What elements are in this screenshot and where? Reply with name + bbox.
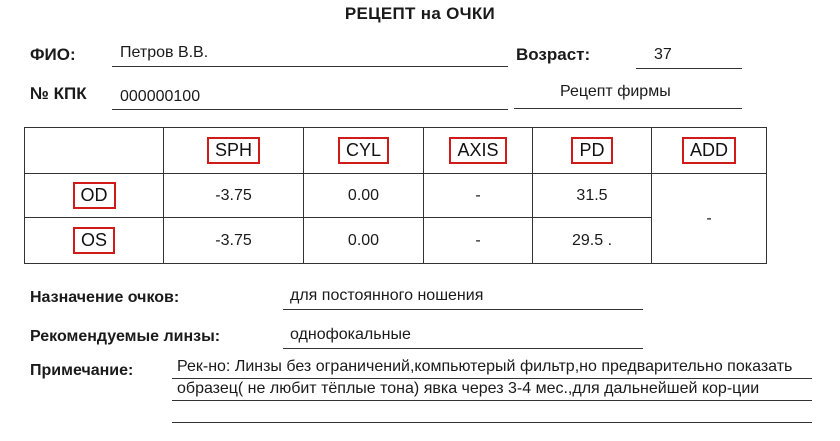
os-axis: - [424, 218, 533, 264]
add-header-box: ADD [682, 137, 736, 164]
lenses-label: Рекомендуемые линзы: [30, 328, 221, 345]
od-pd: 31.5 [533, 174, 652, 218]
os-pd: 29.5 . [533, 218, 652, 264]
note-label: Примечание: [30, 362, 134, 379]
note-text: Рек-но: Линзы без ограничений,компьютерый фильтр,но предварительно показать образец( не любит тёплые тона) явка через 3-4 мес.,для дальнейшей кор-ции [177, 358, 793, 397]
note-underline-2 [172, 400, 812, 401]
table-header-row [25, 128, 767, 174]
purpose-label: Назначение очков: [30, 289, 180, 306]
od-axis: - [424, 174, 533, 218]
age-label: Возраст: [516, 45, 591, 64]
header-empty-cell [25, 128, 164, 174]
header-cyl [304, 128, 424, 174]
note-underline-1 [172, 378, 812, 379]
eye-cell-od [25, 174, 164, 218]
lenses-underline [283, 348, 643, 349]
pd-header-box: PD [571, 137, 612, 164]
header-axis [424, 128, 533, 174]
purpose-value: для постоянного ношения [290, 287, 484, 304]
document-title: РЕЦЕПТ на ОЧКИ [344, 4, 496, 23]
header-sph [164, 128, 304, 174]
kpk-underline [112, 109, 508, 110]
od-cyl: 0.00 [304, 174, 424, 218]
lenses-value: однофокальные [290, 326, 411, 343]
header-add [652, 128, 767, 174]
fio-value: Петров В.В. [120, 44, 209, 61]
add-value-cell: - [652, 174, 767, 264]
cyl-header-box: CYL [338, 137, 389, 164]
fio-label: ФИО: [30, 45, 76, 64]
kpk-value: 000000100 [120, 88, 201, 105]
age-underline [636, 68, 742, 69]
table-row-od [25, 174, 767, 218]
recipe-type: Рецепт фирмы [560, 83, 671, 100]
prescription-table [24, 127, 767, 264]
os-cyl: 0.00 [304, 218, 424, 264]
purpose-underline [283, 309, 643, 310]
header-pd [533, 128, 652, 174]
kpk-label: № КПК [30, 84, 87, 103]
os-sph: -3.75 [164, 218, 304, 264]
age-value: 37 [654, 46, 672, 63]
os-label-box: OS [73, 227, 115, 254]
sph-header-box: SPH [207, 137, 260, 164]
note-underline-3 [172, 422, 812, 423]
od-label-box: OD [73, 182, 116, 209]
eye-cell-os [25, 218, 164, 264]
od-sph: -3.75 [164, 174, 304, 218]
fio-underline [112, 66, 508, 67]
recipe-type-underline [514, 108, 742, 109]
axis-header-box: AXIS [449, 137, 506, 164]
